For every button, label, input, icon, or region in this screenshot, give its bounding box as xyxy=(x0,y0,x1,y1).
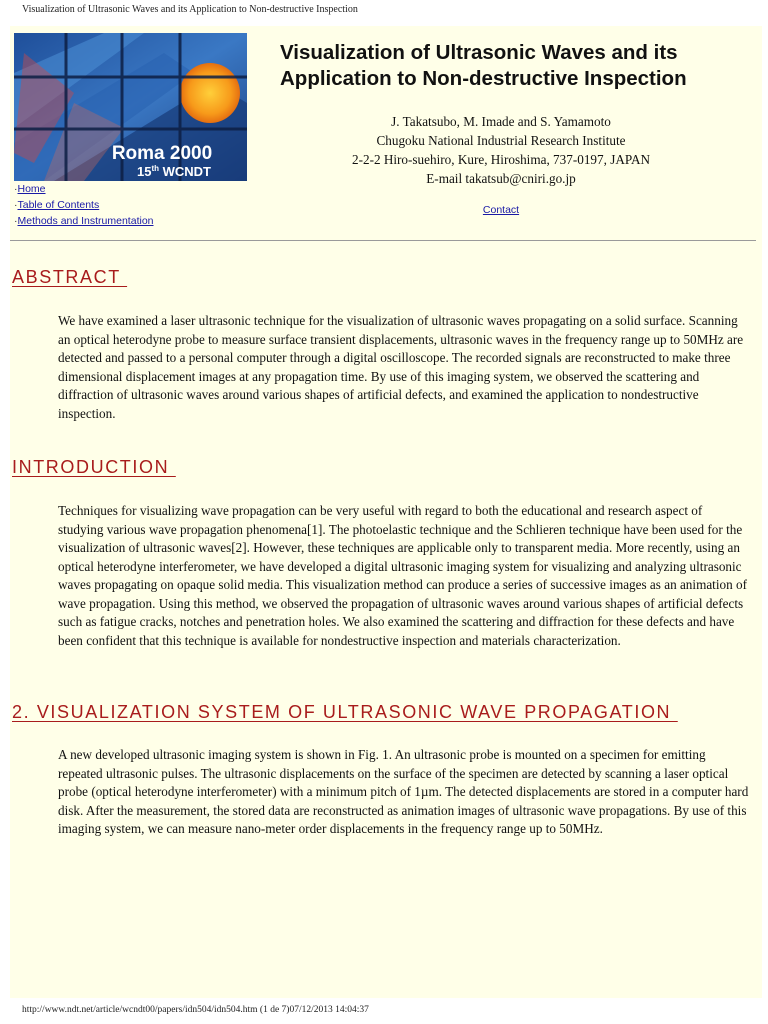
nav-item-toc: ·Table of Contents xyxy=(14,199,100,211)
nav-item-home: ·Home xyxy=(14,183,46,195)
introduction-heading: INTRODUCTION xyxy=(12,457,176,477)
home-link[interactable]: Home xyxy=(17,183,46,195)
paper-page xyxy=(10,26,762,998)
print-footer-url: http://www.ndt.net/article/wcndt00/papers/idn504/idn504.htm (1 de 7)07/12/2013 14:04:37 xyxy=(22,1005,369,1015)
paper-title xyxy=(280,40,750,92)
header-divider xyxy=(10,240,756,241)
print-header-title: Visualization of Ultrasonic Waves and its Application to Non-destructive Inspection xyxy=(22,4,358,15)
banner-subtitle-text: 15th WCNDT xyxy=(136,164,212,179)
contact-link[interactable]: Contact xyxy=(482,204,520,216)
author-names: J. Takatsubo, M. Imade and S. Yamamoto xyxy=(391,114,611,129)
roma-2000-banner-image xyxy=(14,33,247,181)
paper-title-line2: Application to Non-destructive Inspection xyxy=(280,67,687,90)
author-email: E-mail takatsub@cniri.go.jp xyxy=(426,171,576,186)
methods-instrumentation-link[interactable]: Methods and Instrumentation xyxy=(17,215,154,227)
nav-links xyxy=(14,181,154,229)
abstract-paragraph: We have examined a laser ultrasonic technique for the visualization of ultrasonic waves propagating on a solid surface. Scanning an optical heterodyne probe to measure surface transient displacements, ultrasonic waves in the frequency range up to 50MHz are detected and passed to a personal computer through a digital oscilloscope. The recorded signals are reconstructed to make three dimensional displacement images at any propagation time. By use of this imaging system, we observed the scattering and diffraction of ultrasonic waves around various shapes of artificial defects, and examined the application to nondestructive inspection. xyxy=(58,313,744,421)
author-institute: Chugoku National Industrial Research Institute xyxy=(376,133,626,148)
table-of-contents-link[interactable]: Table of Contents xyxy=(17,199,100,211)
contact-block xyxy=(260,204,742,216)
author-block xyxy=(260,112,742,188)
author-address: 2-2-2 Hiro-suehiro, Kure, Hiroshima, 737-0197, JAPAN xyxy=(351,152,651,167)
nav-item-methods: ·Methods and Instrumentation xyxy=(14,215,154,227)
abstract-heading: ABSTRACT xyxy=(12,267,128,287)
introduction-paragraph: Techniques for visualizing wave propagation can be very useful with regard to both the educational and research aspect of studying various wave propagation phenomena[1]. The photoelastic technique and the Schlieren technique have been used for the visualization of ultrasonic waves[2]. However, these techniques are applicable only to transparent media. More recently, using an optical heterodyne interferometer, we have developed a digital ultrasonic imaging system for visualizing and analyzing ultrasonic waves propagating on opaque solid media. This visualization method can produce a series of successive images as an animation of wave propagation. Using this method, we observed the propagation of ultrasonic waves around various shapes of artificial defects such as fatigue cracks, notches and penetration holes. We also examined the scattering and diffraction for these defects and have been confident that this technique is available for nondestructive inspection and materials characterization. xyxy=(58,503,747,648)
paper-title-line1: Visualization of Ultrasonic Waves and its xyxy=(280,41,678,64)
banner-title-text: Roma 2000 xyxy=(111,143,213,164)
visualization-system-heading: 2. VISUALIZATION SYSTEM OF ULTRASONIC WAVE PROPAGATION xyxy=(12,702,678,722)
visualization-system-paragraph: A new developed ultrasonic imaging system is shown in Fig. 1. An ultrasonic probe is mounted on a specimen for emitting repeated ultrasonic pulses. The ultrasonic displacements on the surface of the specimen are detected by scanning a laser optical probe (optical heterodyne interferometer) with a minimum pitch of 1µm. The detected displacements are stored in a computer hard disk. After the measurement, the stored data are reconstructed as animation images of ultrasonic wave propagations. By use of this imaging system, we can measure nano-meter order displacements in the frequency range up to 50MHz. xyxy=(58,747,749,836)
